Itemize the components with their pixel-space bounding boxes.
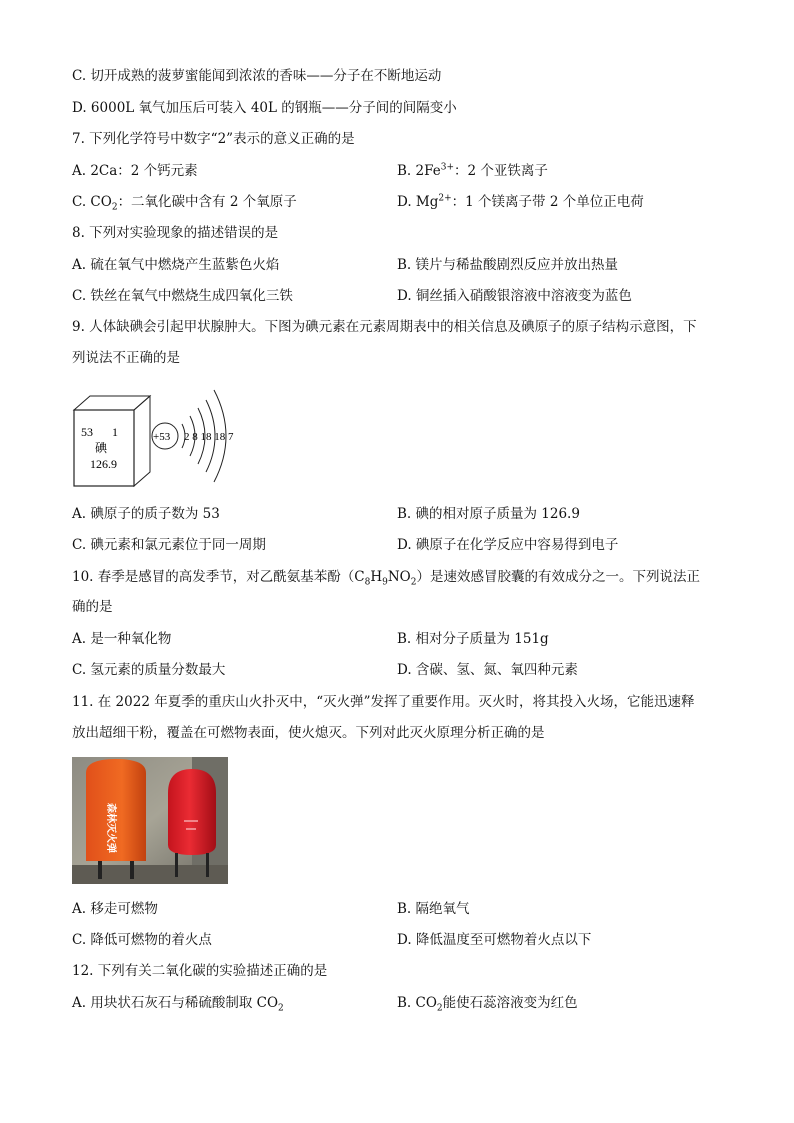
element-mass: 126.9 [90,457,117,471]
element-number: 53 [81,425,93,439]
q7-stem: 7. 下列化学符号中数字“2”表示的意义正确的是 [72,131,355,147]
nucleus-charge: +53 [153,431,171,443]
bomb-label: 森林灭火弹 [105,803,116,853]
fire-bomb-photo [72,757,228,884]
q9-stem-line2: 列说法不正确的是 [72,350,180,366]
q11-option-d: D. 降低温度至可燃物着火点以下 [397,932,592,948]
q8-option-a: A. 硫在氧气中燃烧产生蓝紫色火焰 [72,257,280,273]
q10-option-d: D. 含碳、氢、氮、氧四种元素 [397,662,578,678]
q10-option-c: C. 氢元素的质量分数最大 [72,662,226,678]
q11-stem-line2: 放出超细干粉，覆盖在可燃物表面，使火熄灭。下列对此灭火原理分析正确的是 [72,725,545,741]
q8-option-d: D. 铜丝插入硝酸银溶液中溶液变为蓝色 [397,288,632,304]
q9-option-c: C. 碘元素和氯元素位于同一周期 [72,537,266,553]
q10-stem-line2: 确的是 [72,599,113,615]
q8-stem: 8. 下列对实验现象的描述错误的是 [72,225,279,241]
q7-option-c: C. $CO_2$：二氧化碳中含有 2 个氧原子 [72,194,297,213]
fire-bomb-image [72,757,228,884]
q10-stem-line1: 10. 春季是感冒的高发季节，对乙酰氨基苯酚$(C_8H_9NO_2)$是速效感冒胶囊的有效成分之一。下列说法正 [72,569,700,588]
q6-option-c: C. 切开成熟的菠萝蜜能闻到浓浓的香味——分子在不断地运动 [72,68,442,84]
electron-shells: 2 8 18 18 7 [184,431,234,443]
element-name: 碘 [95,441,108,455]
q8-option-c: C. 铁丝在氧气中燃烧生成四氧化三铁 [72,288,293,304]
q10-option-a: A. 是一种氧化物 [72,631,172,647]
q7-option-d: D. $Mg^{2+}$：1 个镁离子带 2 个单位正电荷 [397,193,644,210]
q12-stem: 12. 下列有关二氧化碳的实验描述正确的是 [72,963,328,979]
q9-option-a: A. 碘原子的质子数为 53 [72,506,220,522]
q11-option-b: B. 隔绝氧气 [397,901,470,917]
q10-option-b: B. 相对分子质量为 151g [397,631,549,647]
q7-option-a: A. 2Ca：2 个钙元素 [72,163,198,179]
q7-option-b: B. $2Fe^{3+}$：2 个亚铁离子 [397,162,548,179]
q9-option-d: D. 碘原子在化学反应中容易得到电子 [397,537,619,553]
q9-stem-line1: 9. 人体缺碘会引起甲状腺肿大。下图为碘元素在元素周期表中的相关信息及碘原子的原子结构示意图，下 [72,319,697,335]
q11-option-c: C. 降低可燃物的着火点 [72,932,212,948]
q9-option-b: B. 碘的相对原子质量为 126.9 [397,506,580,522]
q12-option-b: B. $CO_2$能使石蕊溶液变为红色 [397,995,578,1014]
q8-option-b: B. 镁片与稀盐酸剧烈反应并放出热量 [397,257,619,273]
q12-option-a: A. 用块状石灰石与稀硫酸制取 $CO_2$ [72,995,284,1014]
q6-option-d: D. 6000L 氧气加压后可装入 40L 的钢瓶——分子间的间隔变小 [72,100,457,116]
element-valence: 1 [112,425,118,439]
q11-option-a: A. 移走可燃物 [72,901,158,917]
q11-stem-line1: 11. 在 2022 年夏季的重庆山火扑灭中，“灭火弹”发挥了重要作用。灭火时，将其投入火场，它能迅速释 [72,694,695,710]
iodine-diagram [72,380,272,490]
iodine-figure [72,380,272,490]
